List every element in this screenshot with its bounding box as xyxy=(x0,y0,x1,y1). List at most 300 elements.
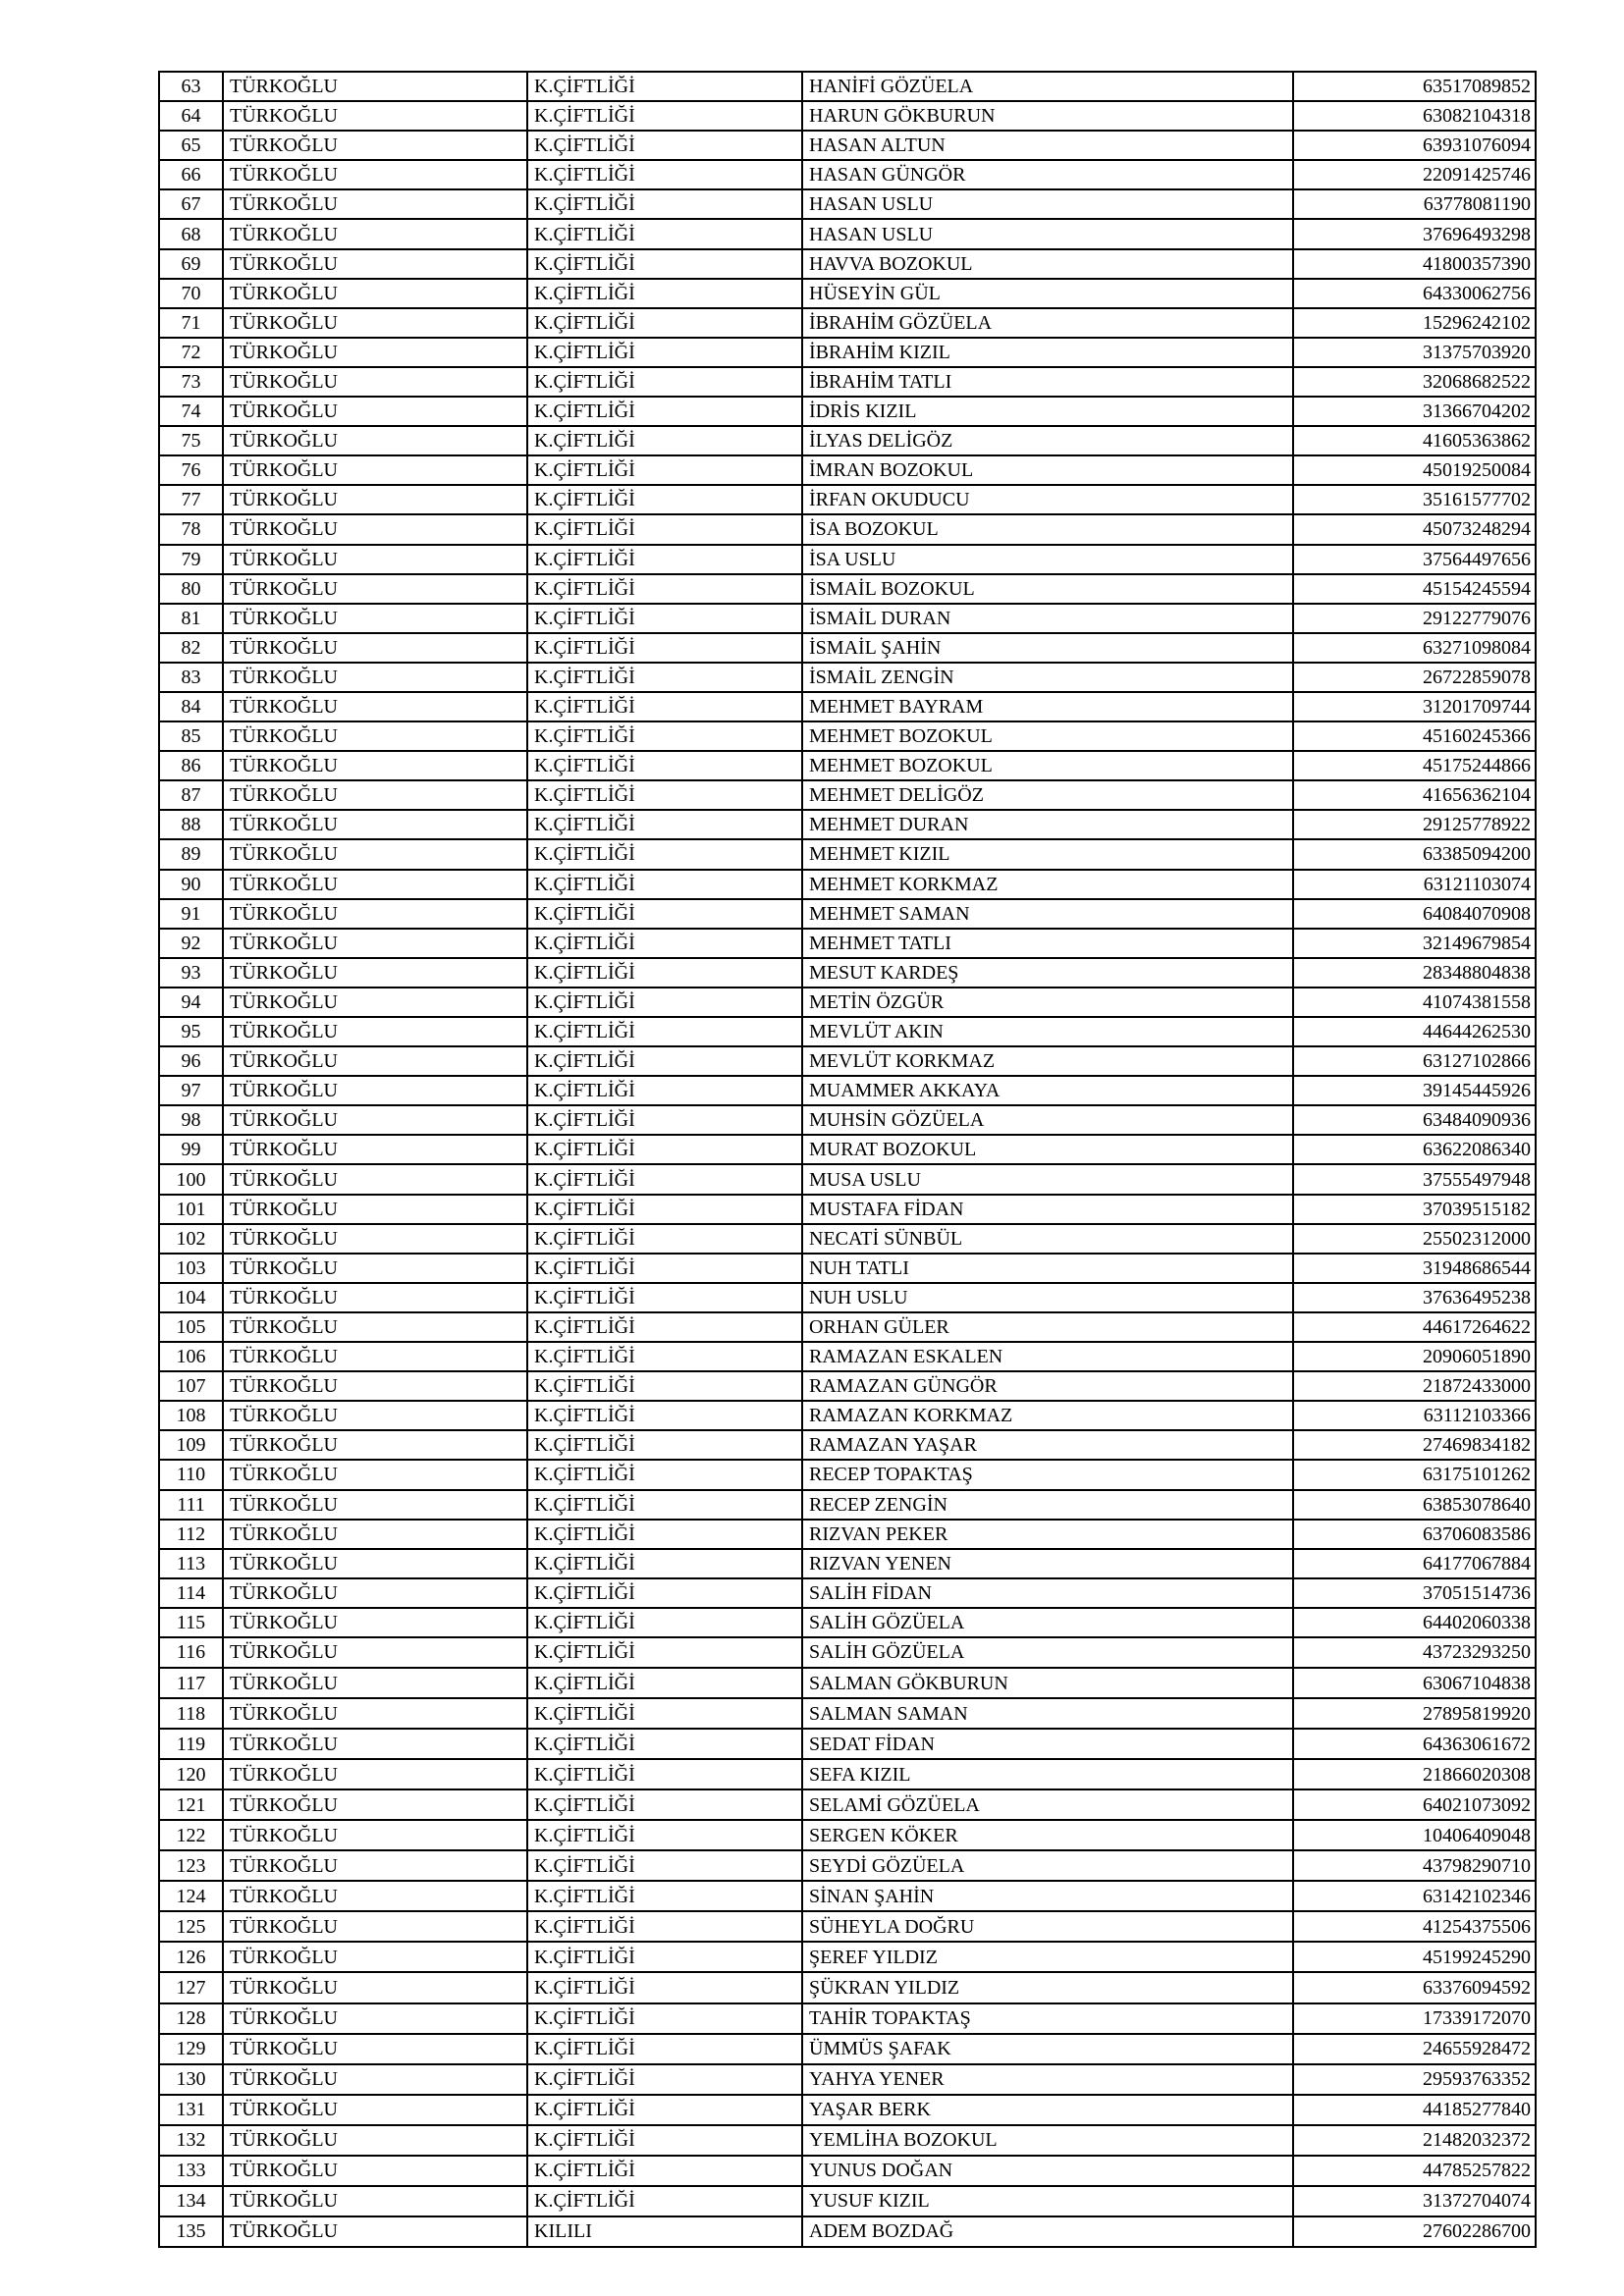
id-number-cell: 63484090936 xyxy=(1293,1105,1536,1135)
row-number: 87 xyxy=(159,780,223,810)
district-cell: TÜRKOĞLU xyxy=(223,1342,527,1371)
district-cell: TÜRKOĞLU xyxy=(223,160,527,189)
village-cell: K.ÇİFTLİĞİ xyxy=(527,1490,802,1520)
district-cell: TÜRKOĞLU xyxy=(223,485,527,514)
village-cell: K.ÇİFTLİĞİ xyxy=(527,1698,802,1729)
district-cell: TÜRKOĞLU xyxy=(223,958,527,988)
table-row xyxy=(159,72,1536,101)
table-row xyxy=(159,1195,1536,1224)
id-number-cell: 31372704074 xyxy=(1293,2186,1536,2216)
village-cell: K.ÇİFTLİĞİ xyxy=(527,1578,802,1608)
row-number: 84 xyxy=(159,692,223,721)
village-cell: K.ÇİFTLİĞİ xyxy=(527,1729,802,1759)
table-row xyxy=(159,101,1536,131)
district-cell: TÜRKOĞLU xyxy=(223,663,527,692)
row-number: 82 xyxy=(159,633,223,663)
id-number-cell: 29125778922 xyxy=(1293,810,1536,839)
village-cell: K.ÇİFTLİĞİ xyxy=(527,633,802,663)
district-cell: TÜRKOĞLU xyxy=(223,219,527,248)
district-cell: TÜRKOĞLU xyxy=(223,2216,527,2247)
district-cell: TÜRKOĞLU xyxy=(223,1789,527,1820)
full-name-cell: SALİH FİDAN xyxy=(802,1578,1293,1608)
district-cell: TÜRKOĞLU xyxy=(223,426,527,455)
row-number: 100 xyxy=(159,1164,223,1194)
table-row xyxy=(159,751,1536,780)
district-cell: TÜRKOĞLU xyxy=(223,308,527,338)
id-number-cell: 63127102866 xyxy=(1293,1046,1536,1076)
district-cell: TÜRKOĞLU xyxy=(223,2156,527,2186)
row-number: 108 xyxy=(159,1401,223,1430)
table-row xyxy=(159,1637,1536,1668)
village-cell: K.ÇİFTLİĞİ xyxy=(527,249,802,279)
row-number: 128 xyxy=(159,2003,223,2034)
village-cell: K.ÇİFTLİĞİ xyxy=(527,1342,802,1371)
village-cell: K.ÇİFTLİĞİ xyxy=(527,1283,802,1312)
table-row xyxy=(159,1371,1536,1401)
village-cell: K.ÇİFTLİĞİ xyxy=(527,2034,802,2064)
district-cell: TÜRKOĞLU xyxy=(223,1759,527,1789)
table-row xyxy=(159,2216,1536,2247)
row-number: 118 xyxy=(159,1698,223,1729)
full-name-cell: NUH TATLI xyxy=(802,1254,1293,1283)
id-number-cell: 45073248294 xyxy=(1293,514,1536,544)
village-cell: K.ÇİFTLİĞİ xyxy=(527,308,802,338)
row-number: 107 xyxy=(159,1371,223,1401)
table-row xyxy=(159,1490,1536,1520)
row-number: 76 xyxy=(159,455,223,485)
row-number: 124 xyxy=(159,1881,223,1911)
table-body xyxy=(159,72,1536,2247)
village-cell: K.ÇİFTLİĞİ xyxy=(527,189,802,219)
district-cell: TÜRKOĞLU xyxy=(223,1017,527,1046)
village-cell: K.ÇİFTLİĞİ xyxy=(527,929,802,958)
id-number-cell: 64363061672 xyxy=(1293,1729,1536,1759)
full-name-cell: HASAN USLU xyxy=(802,189,1293,219)
id-number-cell: 63517089852 xyxy=(1293,72,1536,101)
village-cell: K.ÇİFTLİĞİ xyxy=(527,1850,802,1881)
village-cell: K.ÇİFTLİĞİ xyxy=(527,101,802,131)
row-number: 135 xyxy=(159,2216,223,2247)
table-row xyxy=(159,2095,1536,2125)
row-number: 79 xyxy=(159,545,223,574)
row-number: 91 xyxy=(159,899,223,929)
full-name-cell: ÜMMÜS ŞAFAK xyxy=(802,2034,1293,2064)
village-cell: K.ÇİFTLİĞİ xyxy=(527,1911,802,1942)
table-row xyxy=(159,663,1536,692)
full-name-cell: MEHMET BOZOKUL xyxy=(802,751,1293,780)
row-number: 71 xyxy=(159,308,223,338)
district-cell: TÜRKOĞLU xyxy=(223,1460,527,1489)
id-number-cell: 63778081190 xyxy=(1293,189,1536,219)
id-number-cell: 43798290710 xyxy=(1293,1850,1536,1881)
row-number: 103 xyxy=(159,1254,223,1283)
row-number: 114 xyxy=(159,1578,223,1608)
full-name-cell: İSA USLU xyxy=(802,545,1293,574)
village-cell: K.ÇİFTLİĞİ xyxy=(527,1076,802,1105)
district-cell: TÜRKOĞLU xyxy=(223,929,527,958)
village-cell: K.ÇİFTLİĞİ xyxy=(527,2003,802,2034)
district-cell: TÜRKOĞLU xyxy=(223,2186,527,2216)
id-number-cell: 31201709744 xyxy=(1293,692,1536,721)
row-number: 78 xyxy=(159,514,223,544)
district-cell: TÜRKOĞLU xyxy=(223,1942,527,1972)
row-number: 125 xyxy=(159,1911,223,1942)
district-cell: TÜRKOĞLU xyxy=(223,1224,527,1254)
district-cell: TÜRKOĞLU xyxy=(223,101,527,131)
village-cell: K.ÇİFTLİĞİ xyxy=(527,1430,802,1460)
district-cell: TÜRKOĞLU xyxy=(223,1520,527,1549)
village-cell: K.ÇİFTLİĞİ xyxy=(527,1549,802,1578)
district-cell: TÜRKOĞLU xyxy=(223,514,527,544)
id-number-cell: 31948686544 xyxy=(1293,1254,1536,1283)
beneficiary-table xyxy=(158,71,1537,2248)
district-cell: TÜRKOĞLU xyxy=(223,1608,527,1637)
full-name-cell: MUHSİN GÖZÜELA xyxy=(802,1105,1293,1135)
district-cell: TÜRKOĞLU xyxy=(223,397,527,426)
full-name-cell: SEDAT FİDAN xyxy=(802,1729,1293,1759)
table-row xyxy=(159,545,1536,574)
district-cell: TÜRKOĞLU xyxy=(223,338,527,367)
full-name-cell: RAMAZAN KORKMAZ xyxy=(802,1401,1293,1430)
village-cell: K.ÇİFTLİĞİ xyxy=(527,810,802,839)
row-number: 113 xyxy=(159,1549,223,1578)
row-number: 69 xyxy=(159,249,223,279)
full-name-cell: HASAN ALTUN xyxy=(802,131,1293,160)
district-cell: TÜRKOĞLU xyxy=(223,988,527,1017)
row-number: 75 xyxy=(159,426,223,455)
table-row xyxy=(159,1105,1536,1135)
table-row xyxy=(159,988,1536,1017)
village-cell: K.ÇİFTLİĞİ xyxy=(527,160,802,189)
table-row xyxy=(159,1850,1536,1881)
village-cell: K.ÇİFTLİĞİ xyxy=(527,899,802,929)
district-cell: TÜRKOĞLU xyxy=(223,2095,527,2125)
full-name-cell: MUAMMER AKKAYA xyxy=(802,1076,1293,1105)
id-number-cell: 39145445926 xyxy=(1293,1076,1536,1105)
table-row xyxy=(159,870,1536,899)
full-name-cell: MEHMET TATLI xyxy=(802,929,1293,958)
full-name-cell: İMRAN BOZOKUL xyxy=(802,455,1293,485)
full-name-cell: SALMAN SAMAN xyxy=(802,1698,1293,1729)
id-number-cell: 63376094592 xyxy=(1293,1972,1536,2002)
table-row xyxy=(159,1430,1536,1460)
district-cell: TÜRKOĞLU xyxy=(223,721,527,751)
id-number-cell: 25502312000 xyxy=(1293,1224,1536,1254)
table-row xyxy=(159,633,1536,663)
id-number-cell: 45019250084 xyxy=(1293,455,1536,485)
village-cell: K.ÇİFTLİĞİ xyxy=(527,1195,802,1224)
village-cell: K.ÇİFTLİĞİ xyxy=(527,1637,802,1668)
table-row xyxy=(159,426,1536,455)
full-name-cell: RAMAZAN YAŞAR xyxy=(802,1430,1293,1460)
village-cell: K.ÇİFTLİĞİ xyxy=(527,1759,802,1789)
district-cell: TÜRKOĞLU xyxy=(223,1881,527,1911)
district-cell: TÜRKOĞLU xyxy=(223,899,527,929)
full-name-cell: YUSUF KIZIL xyxy=(802,2186,1293,2216)
table-row xyxy=(159,1401,1536,1430)
full-name-cell: RECEP TOPAKTAŞ xyxy=(802,1460,1293,1489)
district-cell: TÜRKOĞLU xyxy=(223,249,527,279)
row-number: 101 xyxy=(159,1195,223,1224)
id-number-cell: 31366704202 xyxy=(1293,397,1536,426)
full-name-cell: MEVLÜT AKIN xyxy=(802,1017,1293,1046)
row-number: 86 xyxy=(159,751,223,780)
id-number-cell: 37039515182 xyxy=(1293,1195,1536,1224)
village-cell: K.ÇİFTLİĞİ xyxy=(527,1460,802,1489)
row-number: 89 xyxy=(159,839,223,869)
id-number-cell: 44617264622 xyxy=(1293,1312,1536,1342)
full-name-cell: İLYAS DELİGÖZ xyxy=(802,426,1293,455)
table-row xyxy=(159,367,1536,397)
id-number-cell: 21866020308 xyxy=(1293,1759,1536,1789)
district-cell: TÜRKOĞLU xyxy=(223,1105,527,1135)
table-row xyxy=(159,1729,1536,1759)
district-cell: TÜRKOĞLU xyxy=(223,131,527,160)
id-number-cell: 45175244866 xyxy=(1293,751,1536,780)
table-row xyxy=(159,810,1536,839)
id-number-cell: 44185277840 xyxy=(1293,2095,1536,2125)
district-cell: TÜRKOĞLU xyxy=(223,1578,527,1608)
id-number-cell: 63067104838 xyxy=(1293,1668,1536,1698)
id-number-cell: 45160245366 xyxy=(1293,721,1536,751)
row-number: 63 xyxy=(159,72,223,101)
district-cell: TÜRKOĞLU xyxy=(223,633,527,663)
row-number: 104 xyxy=(159,1283,223,1312)
village-cell: KILILI xyxy=(527,2216,802,2247)
full-name-cell: HASAN USLU xyxy=(802,219,1293,248)
district-cell: TÜRKOĞLU xyxy=(223,839,527,869)
table-row xyxy=(159,308,1536,338)
row-number: 122 xyxy=(159,1820,223,1850)
district-cell: TÜRKOĞLU xyxy=(223,870,527,899)
village-cell: K.ÇİFTLİĞİ xyxy=(527,1371,802,1401)
village-cell: K.ÇİFTLİĞİ xyxy=(527,2186,802,2216)
district-cell: TÜRKOĞLU xyxy=(223,692,527,721)
row-number: 126 xyxy=(159,1942,223,1972)
district-cell: TÜRKOĞLU xyxy=(223,1371,527,1401)
id-number-cell: 27469834182 xyxy=(1293,1430,1536,1460)
district-cell: TÜRKOĞLU xyxy=(223,1283,527,1312)
table-row xyxy=(159,1549,1536,1578)
id-number-cell: 37696493298 xyxy=(1293,219,1536,248)
table-row xyxy=(159,1789,1536,1820)
village-cell: K.ÇİFTLİĞİ xyxy=(527,545,802,574)
village-cell: K.ÇİFTLİĞİ xyxy=(527,1972,802,2002)
table-row xyxy=(159,2003,1536,2034)
full-name-cell: MEHMET BOZOKUL xyxy=(802,721,1293,751)
district-cell: TÜRKOĞLU xyxy=(223,1401,527,1430)
row-number: 127 xyxy=(159,1972,223,2002)
full-name-cell: İDRİS KIZIL xyxy=(802,397,1293,426)
id-number-cell: 29593763352 xyxy=(1293,2064,1536,2095)
village-cell: K.ÇİFTLİĞİ xyxy=(527,1820,802,1850)
id-number-cell: 24655928472 xyxy=(1293,2034,1536,2064)
id-number-cell: 64084070908 xyxy=(1293,899,1536,929)
row-number: 72 xyxy=(159,338,223,367)
id-number-cell: 45154245594 xyxy=(1293,574,1536,604)
id-number-cell: 44785257822 xyxy=(1293,2156,1536,2186)
full-name-cell: SEFA KIZIL xyxy=(802,1759,1293,1789)
village-cell: K.ÇİFTLİĞİ xyxy=(527,338,802,367)
id-number-cell: 26722859078 xyxy=(1293,663,1536,692)
row-number: 97 xyxy=(159,1076,223,1105)
id-number-cell: 63853078640 xyxy=(1293,1490,1536,1520)
id-number-cell: 27895819920 xyxy=(1293,1698,1536,1729)
id-number-cell: 41656362104 xyxy=(1293,780,1536,810)
village-cell: K.ÇİFTLİĞİ xyxy=(527,1312,802,1342)
full-name-cell: MEHMET KIZIL xyxy=(802,839,1293,869)
full-name-cell: YAHYA YENER xyxy=(802,2064,1293,2095)
id-number-cell: 44644262530 xyxy=(1293,1017,1536,1046)
village-cell: K.ÇİFTLİĞİ xyxy=(527,663,802,692)
full-name-cell: İRFAN OKUDUCU xyxy=(802,485,1293,514)
row-number: 96 xyxy=(159,1046,223,1076)
village-cell: K.ÇİFTLİĞİ xyxy=(527,219,802,248)
full-name-cell: RECEP ZENGİN xyxy=(802,1490,1293,1520)
full-name-cell: MURAT BOZOKUL xyxy=(802,1135,1293,1164)
id-number-cell: 63385094200 xyxy=(1293,839,1536,869)
table-row xyxy=(159,1942,1536,1972)
district-cell: TÜRKOĞLU xyxy=(223,1668,527,1698)
district-cell: TÜRKOĞLU xyxy=(223,1850,527,1881)
row-number: 112 xyxy=(159,1520,223,1549)
village-cell: K.ÇİFTLİĞİ xyxy=(527,721,802,751)
village-cell: K.ÇİFTLİĞİ xyxy=(527,397,802,426)
district-cell: TÜRKOĞLU xyxy=(223,1046,527,1076)
row-number: 116 xyxy=(159,1637,223,1668)
id-number-cell: 17339172070 xyxy=(1293,2003,1536,2034)
row-number: 132 xyxy=(159,2125,223,2156)
village-cell: K.ÇİFTLİĞİ xyxy=(527,279,802,308)
id-number-cell: 20906051890 xyxy=(1293,1342,1536,1371)
village-cell: K.ÇİFTLİĞİ xyxy=(527,1135,802,1164)
full-name-cell: MEHMET DELİGÖZ xyxy=(802,780,1293,810)
table-row xyxy=(159,721,1536,751)
table-row xyxy=(159,485,1536,514)
table-row xyxy=(159,1283,1536,1312)
district-cell: TÜRKOĞLU xyxy=(223,1637,527,1668)
table-row xyxy=(159,1881,1536,1911)
table-row xyxy=(159,514,1536,544)
full-name-cell: HASAN GÜNGÖR xyxy=(802,160,1293,189)
full-name-cell: İSMAİL ZENGİN xyxy=(802,663,1293,692)
row-number: 64 xyxy=(159,101,223,131)
full-name-cell: SÜHEYLA DOĞRU xyxy=(802,1911,1293,1942)
row-number: 117 xyxy=(159,1668,223,1698)
full-name-cell: HAVVA BOZOKUL xyxy=(802,249,1293,279)
district-cell: TÜRKOĞLU xyxy=(223,604,527,633)
id-number-cell: 63112103366 xyxy=(1293,1401,1536,1430)
table-row xyxy=(159,338,1536,367)
table-row xyxy=(159,1520,1536,1549)
table-row xyxy=(159,1578,1536,1608)
id-number-cell: 29122779076 xyxy=(1293,604,1536,633)
table-row xyxy=(159,1046,1536,1076)
full-name-cell: SEYDİ GÖZÜELA xyxy=(802,1850,1293,1881)
full-name-cell: İBRAHİM TATLI xyxy=(802,367,1293,397)
village-cell: K.ÇİFTLİĞİ xyxy=(527,131,802,160)
row-number: 102 xyxy=(159,1224,223,1254)
full-name-cell: RAMAZAN ESKALEN xyxy=(802,1342,1293,1371)
id-number-cell: 15296242102 xyxy=(1293,308,1536,338)
row-number: 68 xyxy=(159,219,223,248)
id-number-cell: 63121103074 xyxy=(1293,870,1536,899)
village-cell: K.ÇİFTLİĞİ xyxy=(527,870,802,899)
row-number: 131 xyxy=(159,2095,223,2125)
full-name-cell: RIZVAN PEKER xyxy=(802,1520,1293,1549)
village-cell: K.ÇİFTLİĞİ xyxy=(527,2064,802,2095)
id-number-cell: 41605363862 xyxy=(1293,426,1536,455)
village-cell: K.ÇİFTLİĞİ xyxy=(527,2125,802,2156)
district-cell: TÜRKOĞLU xyxy=(223,1911,527,1942)
id-number-cell: 63082104318 xyxy=(1293,101,1536,131)
table-row xyxy=(159,160,1536,189)
table-row xyxy=(159,1135,1536,1164)
village-cell: K.ÇİFTLİĞİ xyxy=(527,1789,802,1820)
row-number: 95 xyxy=(159,1017,223,1046)
district-cell: TÜRKOĞLU xyxy=(223,545,527,574)
table-row xyxy=(159,219,1536,248)
full-name-cell: İBRAHİM GÖZÜELA xyxy=(802,308,1293,338)
row-number: 65 xyxy=(159,131,223,160)
full-name-cell: ŞÜKRAN YILDIZ xyxy=(802,1972,1293,2002)
id-number-cell: 21482032372 xyxy=(1293,2125,1536,2156)
village-cell: K.ÇİFTLİĞİ xyxy=(527,1046,802,1076)
full-name-cell: METİN ÖZGÜR xyxy=(802,988,1293,1017)
table-row xyxy=(159,455,1536,485)
row-number: 99 xyxy=(159,1135,223,1164)
full-name-cell: YUNUS DOĞAN xyxy=(802,2156,1293,2186)
row-number: 92 xyxy=(159,929,223,958)
village-cell: K.ÇİFTLİĞİ xyxy=(527,1881,802,1911)
district-cell: TÜRKOĞLU xyxy=(223,810,527,839)
table-row xyxy=(159,2156,1536,2186)
village-cell: K.ÇİFTLİĞİ xyxy=(527,574,802,604)
village-cell: K.ÇİFTLİĞİ xyxy=(527,72,802,101)
id-number-cell: 10406409048 xyxy=(1293,1820,1536,1850)
full-name-cell: SİNAN ŞAHİN xyxy=(802,1881,1293,1911)
table-row xyxy=(159,2064,1536,2095)
table-row xyxy=(159,1820,1536,1850)
village-cell: K.ÇİFTLİĞİ xyxy=(527,1608,802,1637)
row-number: 123 xyxy=(159,1850,223,1881)
id-number-cell: 63271098084 xyxy=(1293,633,1536,663)
village-cell: K.ÇİFTLİĞİ xyxy=(527,485,802,514)
row-number: 119 xyxy=(159,1729,223,1759)
id-number-cell: 28348804838 xyxy=(1293,958,1536,988)
row-number: 133 xyxy=(159,2156,223,2186)
id-number-cell: 63706083586 xyxy=(1293,1520,1536,1549)
row-number: 67 xyxy=(159,189,223,219)
id-number-cell: 32068682522 xyxy=(1293,367,1536,397)
village-cell: K.ÇİFTLİĞİ xyxy=(527,1105,802,1135)
full-name-cell: HANİFİ GÖZÜELA xyxy=(802,72,1293,101)
district-cell: TÜRKOĞLU xyxy=(223,189,527,219)
table-row xyxy=(159,2034,1536,2064)
full-name-cell: MUSTAFA FİDAN xyxy=(802,1195,1293,1224)
table-row xyxy=(159,1668,1536,1698)
table-row xyxy=(159,1759,1536,1789)
village-cell: K.ÇİFTLİĞİ xyxy=(527,367,802,397)
district-cell: TÜRKOĞLU xyxy=(223,1820,527,1850)
id-number-cell: 63142102346 xyxy=(1293,1881,1536,1911)
village-cell: K.ÇİFTLİĞİ xyxy=(527,1017,802,1046)
id-number-cell: 64177067884 xyxy=(1293,1549,1536,1578)
row-number: 110 xyxy=(159,1460,223,1489)
district-cell: TÜRKOĞLU xyxy=(223,455,527,485)
id-number-cell: 43723293250 xyxy=(1293,1637,1536,1668)
id-number-cell: 63931076094 xyxy=(1293,131,1536,160)
